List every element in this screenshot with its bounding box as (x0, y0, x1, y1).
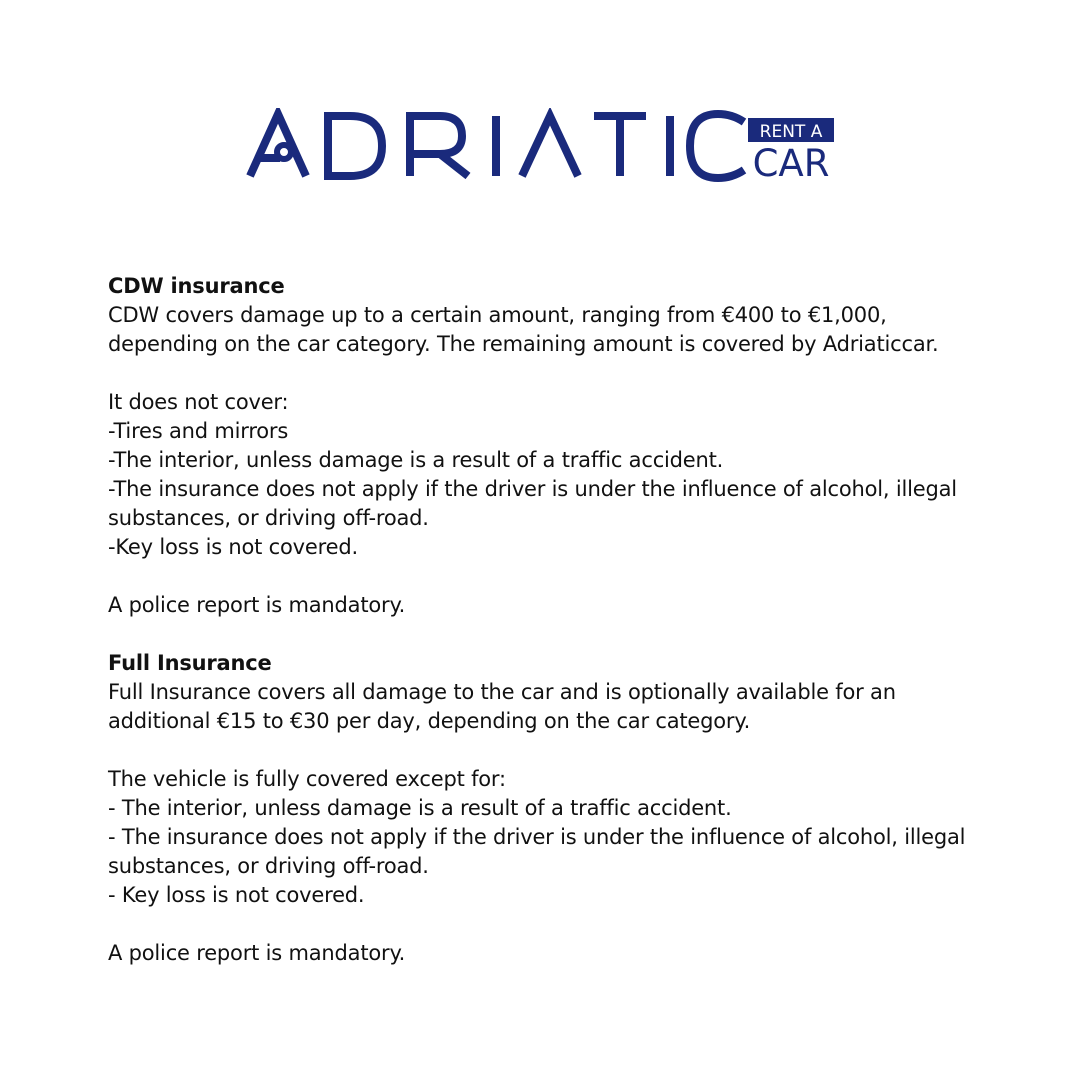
spacer (108, 910, 988, 939)
full-item-influence-1: - The insurance does not apply if the driver is under the influence of alcohol, illegal (108, 825, 966, 849)
spacer (108, 359, 988, 388)
full-item-interior: - The interior, unless damage is a result of a traffic accident. (108, 796, 732, 820)
spacer (108, 620, 988, 649)
full-item-key-loss: - Key loss is not covered. (108, 883, 365, 907)
adriatic-rent-a-car-logo (244, 108, 839, 184)
insurance-info (108, 272, 988, 968)
full-except-heading: The vehicle is fully covered except for: (108, 767, 506, 791)
spacer (108, 562, 988, 591)
full-title: Full Insurance (108, 651, 272, 675)
cdw-item-influence-2: substances, or driving off-road. (108, 506, 429, 530)
full-item-influence-2: substances, or driving off-road. (108, 854, 429, 878)
full-police-note: A police report is mandatory. (108, 941, 406, 965)
cdw-title: CDW insurance (108, 274, 285, 298)
cdw-intro-line-1: CDW covers damage up to a certain amount, ranging from €400 to €1,000, (108, 303, 887, 327)
cdw-item-interior: -The interior, unless damage is a result of a traffic accident. (108, 448, 724, 472)
cdw-item-key-loss: -Key loss is not covered. (108, 535, 358, 559)
cdw-item-tires: -Tires and mirrors (108, 419, 289, 443)
spacer (108, 736, 988, 765)
cdw-item-influence-1: -The insurance does not apply if the driver is under the influence of alcohol, illegal (108, 477, 957, 501)
logo-tag-bottom: CAR (752, 142, 830, 184)
full-intro-line-2: additional €15 to €30 per day, depending on the car category. (108, 709, 751, 733)
cdw-not-cover-heading: It does not cover: (108, 390, 289, 414)
cdw-police-note: A police report is mandatory. (108, 593, 406, 617)
full-intro-line-1: Full Insurance covers all damage to the car and is optionally available for an (108, 680, 896, 704)
cdw-intro-line-2: depending on the car category. The remaining amount is covered by Adriaticcar. (108, 332, 939, 356)
logo-tag-top: RENT A (759, 122, 823, 142)
